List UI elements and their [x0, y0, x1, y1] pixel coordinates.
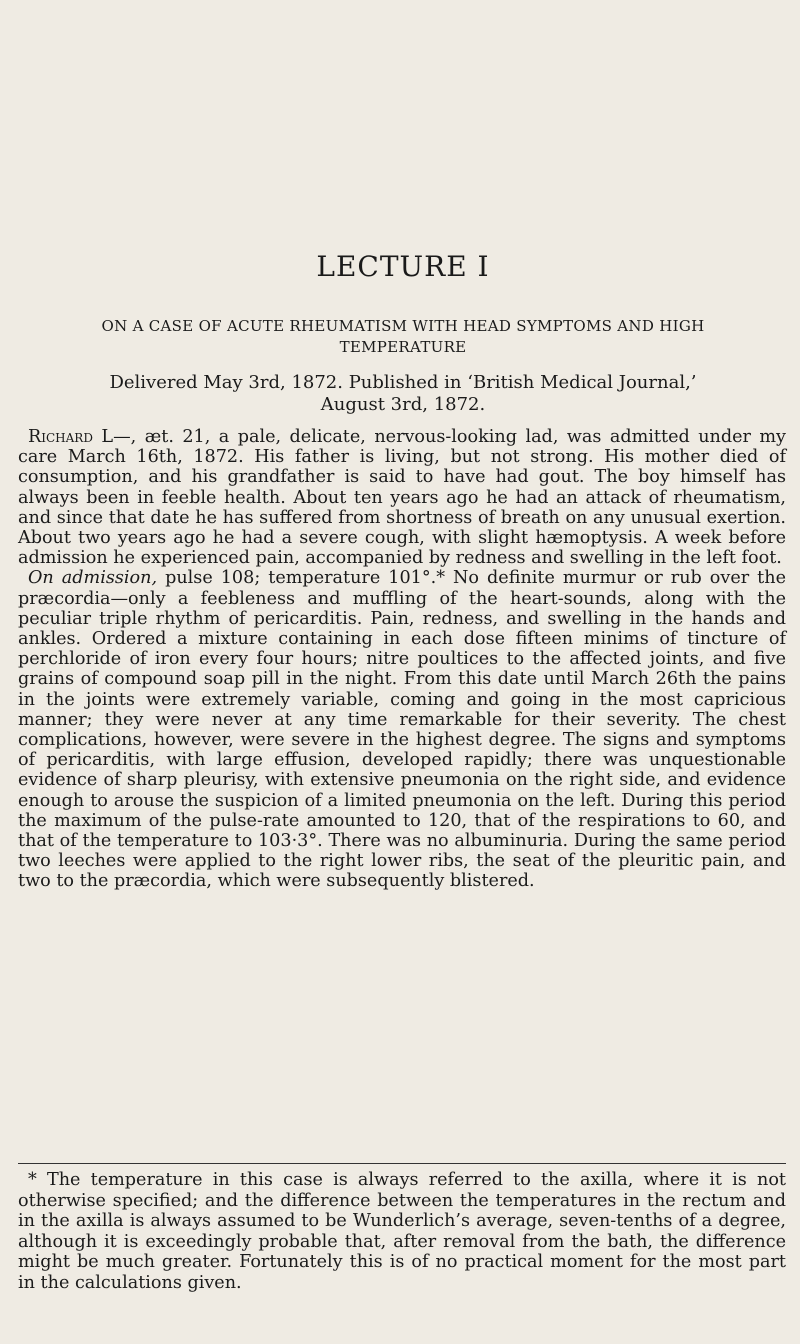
- admission-lead: On admission,: [28, 568, 158, 589]
- subtitle-line-1: ON A CASE OF ACUTE RHEUMATISM WITH HEAD SYMPTOMS AND HIGH: [101, 317, 705, 335]
- lecture-title: LECTURE I: [316, 250, 490, 283]
- delivery-note: [18, 372, 788, 416]
- book-page: [18, 0, 788, 1344]
- delivery-line-2: August 3rd, 1872.: [320, 394, 486, 415]
- history-text: æt. 21, a pale, delicate, nervous-looking lad, was admitted under my care March 16th, 1872. His father is living, but not strong. His mother died of consumption, and his grandfather is said to have had gout. The boy himself has always been in feeble health. About ten years ago he had an attack of rheumatism, and since that date he has suffered from shortness of breath on any unusual exertion. About two years ago he had a severe cough, with slight hæmoptysis. A week before admission he experienced pain, accompanied by redness and swelling in the left foot.: [18, 427, 786, 569]
- footnote: * The temperature in this case is always referred to the axilla, where it is not otherwise specified; and the difference between the temperatures in the rectum and in the axilla is always assumed to be Wunderlich’s average, seven-tenths of a degree, although it is exceedingly probable that, after removal from the bath, the difference might be much greater. Fortunately this is of no practical moment for the most part in the calculations given.: [18, 1170, 786, 1293]
- admission-text: pulse 108; temperature 101°.* No definite murmur or rub over the præcordia—only a feebleness and muffling of the heart-sounds, along with the peculiar triple rhythm of pericarditis. Pain, redness, and swelling in the hands and ankles. Ordered a mixture containing in each dose fifteen minims of tincture of perchloride of iron every four hours; nitre poultices to the affected joints, and five grains of compound soap pill in the night. From this date until March 26th the pains in the joints were extremely variable, coming and going in the most capricious manner; they were never at any time remarkable for their severity. The chest complications, however, were severe in the highest degree. The signs and symptoms of pericarditis, with large effusion, developed rapidly; there was unquestionable evidence of sharp pleurisy, with extensive pneumonia on the right side, and evidence enough to arouse the suspicion of a limited pneumonia on the left. During this period the maximum of the pulse-rate amounted to 120, that of the respirations to 60, and that of the temperature to 103·3°. There was no albuminuria. During the same period two leeches were applied to the right lower ribs, the seat of the pleuritic pain, and two to the præcordia, which were subsequently blistered.: [18, 568, 786, 892]
- paragraph-admission: [18, 568, 786, 891]
- patient-name: Richard L—,: [28, 427, 137, 447]
- lecture-subtitle: [18, 316, 788, 358]
- delivery-line-1: Delivered May 3rd, 1872. Published in ‘British Medical Journal,’: [109, 372, 697, 393]
- subtitle-line-2: TEMPERATURE: [339, 338, 467, 356]
- footnote-divider: [18, 1163, 786, 1164]
- case-report-body: [18, 427, 786, 892]
- paragraph-history: [18, 427, 786, 568]
